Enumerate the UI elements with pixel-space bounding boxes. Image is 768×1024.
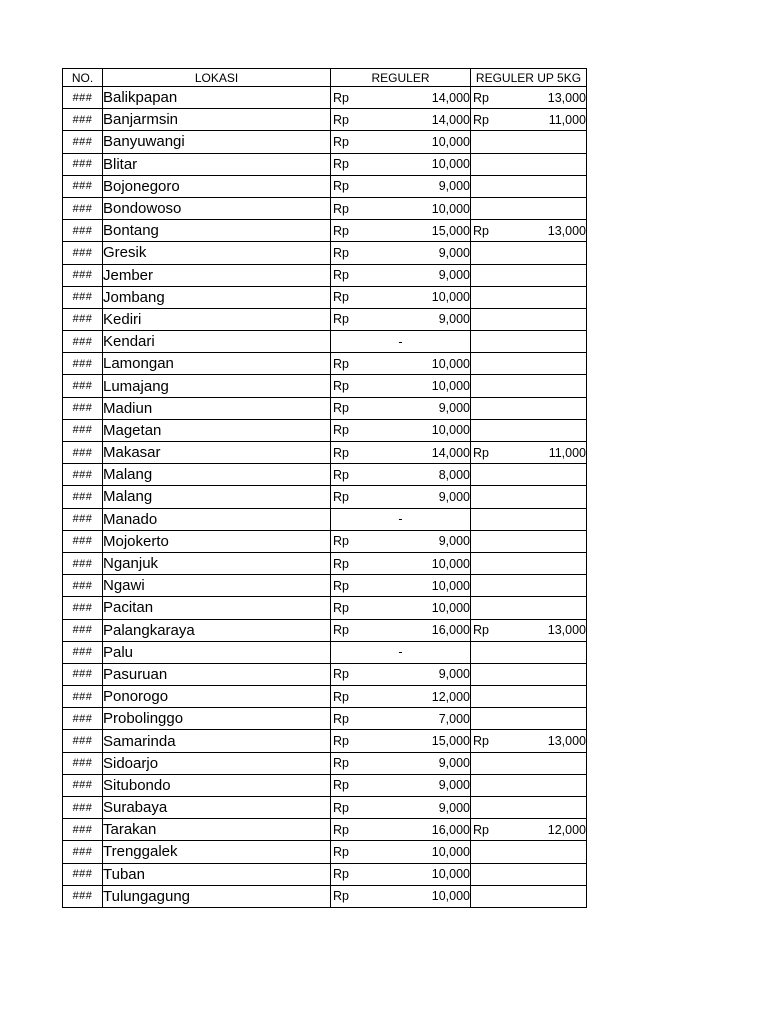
location-cell: Sidoarjo [103,752,331,774]
location-cell: Pasuruan [103,663,331,685]
currency-label: Rp [333,734,349,749]
reguler-price-cell [331,708,471,730]
currency-label: Rp [333,534,349,549]
location-cell: Lamongan [103,353,331,375]
reguler-empty-dash: - [398,334,403,349]
reguler-up-price-cell [471,530,587,552]
table-row [63,286,587,308]
table-row [63,464,587,486]
header-row [63,69,587,87]
table-row [63,242,587,264]
currency-label: Rp [333,600,349,615]
currency-label: Rp [333,223,349,238]
reguler-up-price-cell [471,797,587,819]
currency-label: Rp [333,445,349,460]
location-cell: Magetan [103,419,331,441]
location-cell: Bojonegoro [103,175,331,197]
reguler-price-cell [331,131,471,153]
location-cell: Samarinda [103,730,331,752]
currency-label: Rp [333,756,349,771]
table-row [63,774,587,796]
reguler-up-price-cell [471,375,587,397]
row-number: ### [63,464,103,486]
reguler-price-value: 9,000 [438,667,470,682]
table-row [63,552,587,574]
reguler-up-price-cell [471,885,587,907]
reguler-price-cell [331,197,471,219]
row-number: ### [63,597,103,619]
reguler-up-price-cell [471,641,587,663]
reguler-up-price-cell [471,841,587,863]
location-cell: Pacitan [103,597,331,619]
reguler-empty-dash: - [398,645,403,660]
reguler-up-price-cell [471,619,587,641]
reguler-up-price-cell [471,242,587,264]
reguler-price-cell [331,641,471,663]
table-row [63,708,587,730]
reguler-price-value: 9,000 [438,401,470,416]
reguler-price-cell [331,286,471,308]
table-row [63,109,587,131]
reguler-up-price-value: 11,000 [548,445,586,460]
reguler-price-cell [331,752,471,774]
reguler-price-cell [331,419,471,441]
currency-label: Rp [333,778,349,793]
row-number: ### [63,530,103,552]
currency-label: Rp [333,157,349,172]
table-row [63,885,587,907]
reguler-price-cell [331,508,471,530]
table-row [63,87,587,109]
row-number: ### [63,419,103,441]
location-cell: Balikpapan [103,87,331,109]
reguler-up-price-value: 11,000 [548,112,586,127]
table-row [63,597,587,619]
reguler-price-value: 15,000 [431,734,470,749]
reguler-price-value: 9,000 [438,489,470,504]
reguler-price-cell [331,619,471,641]
row-number: ### [63,708,103,730]
reguler-price-cell [331,397,471,419]
reguler-up-price-cell [471,109,587,131]
reguler-price-value: 16,000 [431,623,470,638]
reguler-price-value: 16,000 [431,822,470,837]
table-row [63,663,587,685]
location-cell: Situbondo [103,774,331,796]
reguler-price-value: 10,000 [431,844,470,859]
reguler-up-price-cell [471,353,587,375]
table-row [63,641,587,663]
reguler-price-value: 14,000 [431,445,470,460]
reguler-up-price-cell [471,87,587,109]
currency-label: Rp [333,822,349,837]
reguler-price-cell [331,486,471,508]
location-cell: Tulungagung [103,885,331,907]
location-cell: Blitar [103,153,331,175]
reguler-price-cell [331,730,471,752]
row-number: ### [63,131,103,153]
reguler-price-cell [331,885,471,907]
table-row [63,331,587,353]
reguler-price-value: 9,000 [438,778,470,793]
reguler-price-cell [331,87,471,109]
table-row [63,819,587,841]
table-row [63,220,587,242]
reguler-price-cell [331,686,471,708]
table-row [63,131,587,153]
reguler-up-price-cell [471,752,587,774]
currency-label: Rp [333,489,349,504]
row-number: ### [63,863,103,885]
reguler-price-cell [331,175,471,197]
reguler-up-price-cell [471,686,587,708]
table-row [63,419,587,441]
row-number: ### [63,508,103,530]
reguler-up-price-cell [471,153,587,175]
location-cell: Ngawi [103,575,331,597]
currency-label: Rp [333,689,349,704]
reguler-price-value: 10,000 [431,157,470,172]
reguler-price-cell [331,575,471,597]
table-row [63,486,587,508]
currency-label: Rp [333,245,349,260]
location-cell: Palu [103,641,331,663]
table-row [63,863,587,885]
location-cell: Palangkaraya [103,619,331,641]
currency-label: Rp [473,822,489,837]
reguler-up-price-cell [471,220,587,242]
reguler-price-value: 10,000 [431,134,470,149]
row-number: ### [63,242,103,264]
reguler-up-price-value: 13,000 [547,734,586,749]
reguler-price-value: 9,000 [438,245,470,260]
reguler-price-cell [331,308,471,330]
reguler-price-value: 15,000 [431,223,470,238]
table-body [63,87,587,908]
row-number: ### [63,397,103,419]
location-cell: Trenggalek [103,841,331,863]
currency-label: Rp [333,800,349,815]
table-row [63,752,587,774]
price-table [62,68,587,908]
row-number: ### [63,552,103,574]
currency-label: Rp [333,179,349,194]
reguler-price-value: 10,000 [431,356,470,371]
reguler-up-price-cell [471,464,587,486]
reguler-up-price-cell [471,597,587,619]
table-row [63,153,587,175]
reguler-price-cell [331,331,471,353]
reguler-price-cell [331,774,471,796]
reguler-price-cell [331,220,471,242]
currency-label: Rp [333,711,349,726]
reguler-up-price-cell [471,264,587,286]
currency-label: Rp [333,556,349,571]
reguler-price-cell [331,863,471,885]
currency-label: Rp [473,623,489,638]
reguler-up-price-cell [471,663,587,685]
reguler-price-value: 8,000 [438,467,470,482]
currency-label: Rp [333,356,349,371]
table-row [63,841,587,863]
reguler-up-price-value: 13,000 [547,623,586,638]
row-number: ### [63,885,103,907]
reguler-price-value: 9,000 [438,756,470,771]
reguler-up-price-cell [471,175,587,197]
header-no: NO. [63,69,103,87]
row-number: ### [63,486,103,508]
reguler-up-price-cell [471,863,587,885]
table-row [63,730,587,752]
location-cell: Mojokerto [103,530,331,552]
currency-label: Rp [333,889,349,904]
currency-label: Rp [333,867,349,882]
reguler-price-value: 10,000 [431,201,470,216]
reguler-up-price-cell [471,286,587,308]
location-cell: Malang [103,464,331,486]
row-number: ### [63,286,103,308]
currency-label: Rp [333,578,349,593]
reguler-price-cell [331,242,471,264]
row-number: ### [63,331,103,353]
row-number: ### [63,442,103,464]
table-row [63,686,587,708]
location-cell: Malang [103,486,331,508]
row-number: ### [63,619,103,641]
currency-label: Rp [473,223,489,238]
row-number: ### [63,730,103,752]
reguler-up-price-cell [471,197,587,219]
location-cell: Bontang [103,220,331,242]
row-number: ### [63,87,103,109]
currency-label: Rp [333,467,349,482]
row-number: ### [63,353,103,375]
row-number: ### [63,686,103,708]
reguler-price-value: 9,000 [438,179,470,194]
reguler-price-value: 9,000 [438,312,470,327]
reguler-price-cell [331,264,471,286]
reguler-price-cell [331,552,471,574]
currency-label: Rp [333,134,349,149]
location-cell: Nganjuk [103,552,331,574]
table-row [63,308,587,330]
reguler-price-value: 9,000 [438,800,470,815]
reguler-price-value: 12,000 [431,689,470,704]
reguler-up-price-cell [471,486,587,508]
reguler-up-price-value: 13,000 [547,90,586,105]
reguler-price-value: 10,000 [431,423,470,438]
location-cell: Bondowoso [103,197,331,219]
currency-label: Rp [333,844,349,859]
reguler-up-price-value: 13,000 [547,223,586,238]
table-row [63,530,587,552]
row-number: ### [63,797,103,819]
reguler-up-price-cell [471,730,587,752]
reguler-price-value: 10,000 [431,600,470,615]
reguler-up-price-cell [471,131,587,153]
reguler-price-value: 10,000 [431,379,470,394]
row-number: ### [63,197,103,219]
location-cell: Surabaya [103,797,331,819]
row-number: ### [63,841,103,863]
currency-label: Rp [473,445,489,460]
row-number: ### [63,109,103,131]
currency-label: Rp [333,623,349,638]
location-cell: Banyuwangi [103,131,331,153]
row-number: ### [63,641,103,663]
reguler-price-cell [331,464,471,486]
location-cell: Lumajang [103,375,331,397]
table-row [63,508,587,530]
reguler-up-price-cell [471,308,587,330]
header-lokasi: LOKASI [103,69,331,87]
reguler-price-value: 14,000 [431,90,470,105]
reguler-up-price-cell [471,419,587,441]
location-cell: Makasar [103,442,331,464]
row-number: ### [63,264,103,286]
table-row [63,397,587,419]
reguler-price-cell [331,530,471,552]
location-cell: Gresik [103,242,331,264]
reguler-up-price-cell [471,552,587,574]
reguler-price-cell [331,375,471,397]
row-number: ### [63,663,103,685]
reguler-price-value: 7,000 [438,711,470,726]
table-row [63,575,587,597]
reguler-price-value: 10,000 [431,889,470,904]
location-cell: Tuban [103,863,331,885]
row-number: ### [63,819,103,841]
reguler-price-value: 10,000 [431,867,470,882]
location-cell: Banjarmsin [103,109,331,131]
currency-label: Rp [473,112,489,127]
currency-label: Rp [333,423,349,438]
reguler-up-price-cell [471,774,587,796]
reguler-price-value: 10,000 [431,578,470,593]
reguler-up-price-cell [471,819,587,841]
row-number: ### [63,575,103,597]
row-number: ### [63,308,103,330]
reguler-price-cell [331,153,471,175]
location-cell: Ponorogo [103,686,331,708]
location-cell: Probolinggo [103,708,331,730]
reguler-up-price-cell [471,708,587,730]
location-cell: Manado [103,508,331,530]
reguler-price-cell [331,841,471,863]
reguler-price-cell [331,597,471,619]
row-number: ### [63,752,103,774]
currency-label: Rp [333,90,349,105]
table-row [63,442,587,464]
currency-label: Rp [333,268,349,283]
currency-label: Rp [333,312,349,327]
reguler-up-price-cell [471,442,587,464]
table-row [63,797,587,819]
reguler-price-value: 14,000 [431,112,470,127]
reguler-up-price-cell [471,397,587,419]
table-row [63,619,587,641]
reguler-price-value: 10,000 [431,290,470,305]
currency-label: Rp [333,201,349,216]
currency-label: Rp [473,90,489,105]
row-number: ### [63,153,103,175]
reguler-price-value: 10,000 [431,556,470,571]
reguler-up-price-value: 12,000 [547,822,586,837]
table-row [63,375,587,397]
reguler-price-cell [331,109,471,131]
location-cell: Kendari [103,331,331,353]
currency-label: Rp [333,379,349,394]
reguler-price-value: 9,000 [438,534,470,549]
header-reguler-up: REGULER UP 5KG [471,69,587,87]
reguler-price-cell [331,442,471,464]
row-number: ### [63,774,103,796]
table-row [63,197,587,219]
row-number: ### [63,220,103,242]
table-row [63,264,587,286]
table-row [63,175,587,197]
location-cell: Jember [103,264,331,286]
header-reguler: REGULER [331,69,471,87]
reguler-price-cell [331,797,471,819]
reguler-up-price-cell [471,575,587,597]
currency-label: Rp [333,112,349,127]
reguler-price-cell [331,819,471,841]
reguler-price-cell [331,663,471,685]
location-cell: Kediri [103,308,331,330]
reguler-up-price-cell [471,508,587,530]
location-cell: Jombang [103,286,331,308]
currency-label: Rp [333,401,349,416]
table-row [63,353,587,375]
currency-label: Rp [333,290,349,305]
location-cell: Tarakan [103,819,331,841]
reguler-price-value: 9,000 [438,268,470,283]
currency-label: Rp [333,667,349,682]
location-cell: Madiun [103,397,331,419]
row-number: ### [63,175,103,197]
currency-label: Rp [473,734,489,749]
reguler-empty-dash: - [398,512,403,527]
reguler-up-price-cell [471,331,587,353]
row-number: ### [63,375,103,397]
reguler-price-cell [331,353,471,375]
